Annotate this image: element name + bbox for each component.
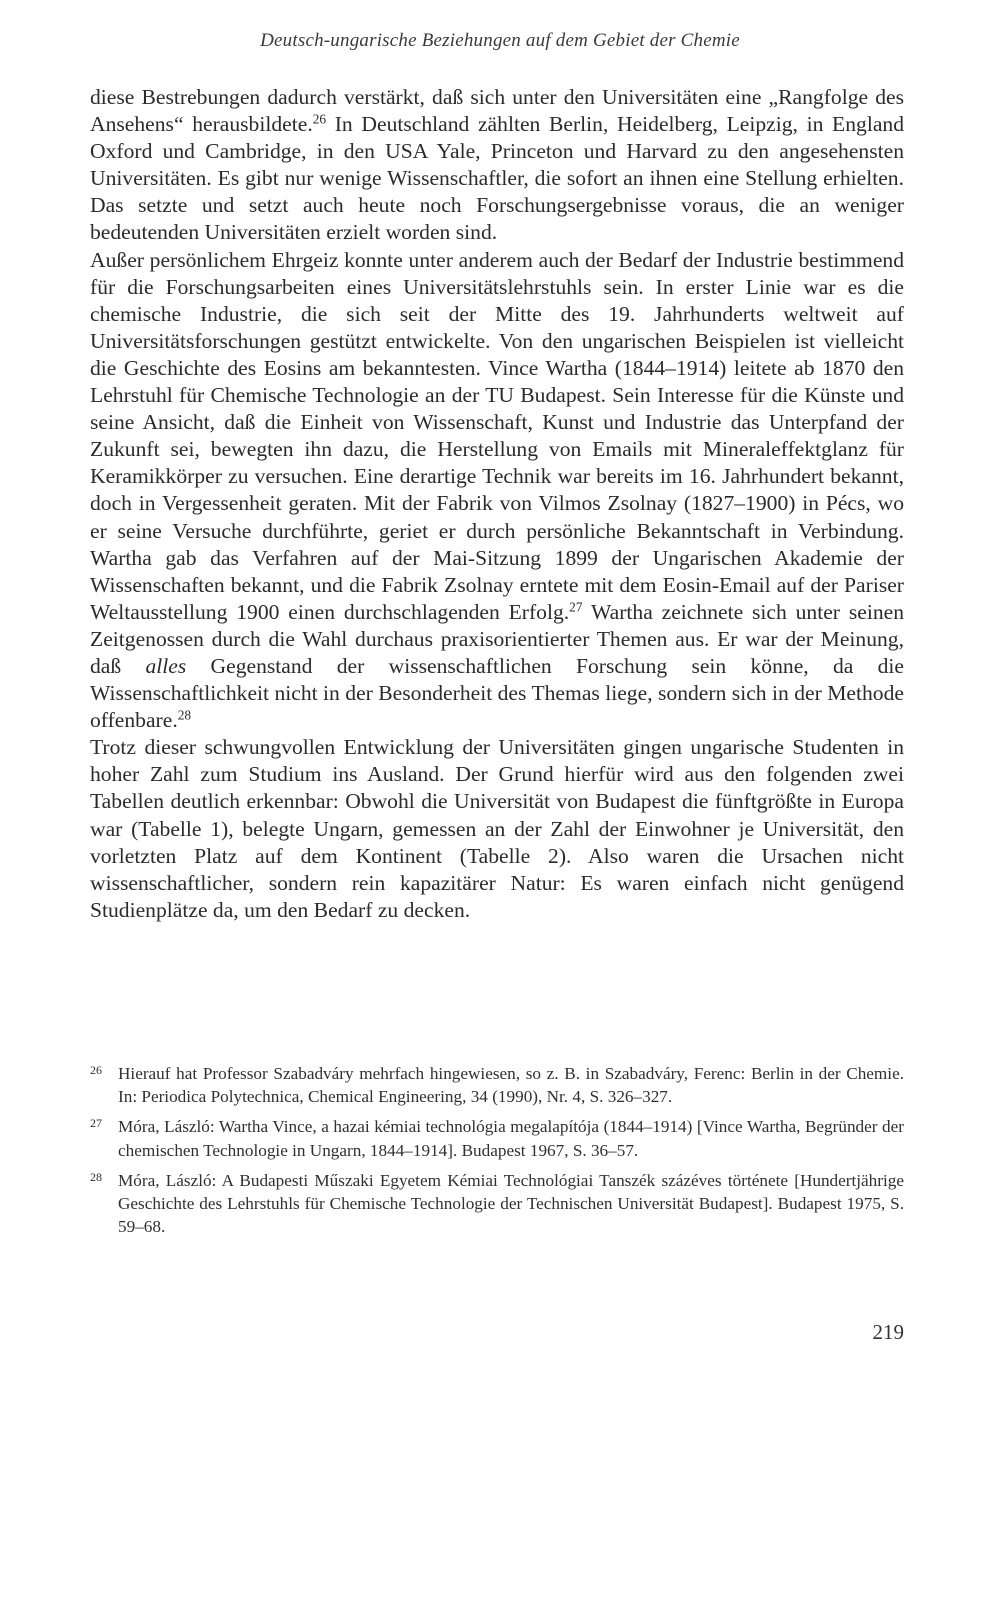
footnote-text: Hierauf hat Professor Szabadváry mehrfach hingewiesen, so z. B. in Szabadváry, Ferenc: Berlin in der Chemie. In: Periodica Polytechnica, Chemical Engineering, 34 (1990), Nr. 4, S. 326–327. xyxy=(118,1064,904,1107)
footnote-text: Móra, László: A Budapesti Műszaki Egyetem Kémiai Technológiai Tanszék százéves története [Hundertjährige Geschichte des Lehrstuhls für Chemische Technologie der Technischen Universität Budapest]. Budapest 1975, S. 59–68. xyxy=(118,1170,904,1237)
footnotes xyxy=(90,1062,904,1245)
page-number: 219 xyxy=(872,1320,904,1344)
footnote-ref-26[interactable]: 26 xyxy=(312,111,327,127)
main-text xyxy=(90,84,904,924)
text-span: Wartha zeichnete sich unter seinen Zeitgenossen durch die Wahl durchaus praxisorientierter Themen aus. Er war der Meinung, daß xyxy=(90,599,904,678)
footnote-number: 28 xyxy=(90,1169,102,1184)
text-span: Gegenstand der wissenschaftlichen Forschung sein könne, da die Wissenschaftlichkeit nicht in der Besonderheit des Themas liege, sondern sich in der Methode offenbare. xyxy=(90,653,904,733)
text-span: Trotz dieser schwungvollen Entwicklung der Universitäten gingen ungarische Studenten in hoher Zahl zum Studium ins Ausland. Der Grund hierfür wird aus den folgenden zwei Tabellen deutlich erkennbar: Obwohl die Universität von Budapest die fünftgrößte in Europa war (Tabelle 1), belegte Ungarn, gemessen an der Zahl der Einwohner je Universität, den vorletzten Platz auf dem Kontinent (Tabelle 2). Also waren die Ursachen nicht wissenschaftlicher, sondern rein kapazitärer Natur: Es waren einfach nicht genügend Studienplätze da, um den Bedarf zu decken. xyxy=(90,735,904,922)
footnote-number: 27 xyxy=(90,1116,102,1131)
text-span: In Deutschland zählten Berlin, Heidelberg, Leipzig, in England Oxford und Cambridge, in den USA Yale, Princeton und Harvard zu den angesehensten Universitäten. Es gibt nur wenige Wissenschaftler, die sofort an ihnen eine Stellung erhielten. Das setzte und setzt auch heute noch Forschungsergebnisse voraus, die an weniger bedeutenden Universitäten erzielt worden sind. xyxy=(90,112,904,245)
footnote-ref-28[interactable]: 28 xyxy=(177,707,192,723)
emphasis-text: alles xyxy=(145,653,187,678)
footnote-26 xyxy=(90,1062,904,1108)
footnote-number: 26 xyxy=(90,1063,102,1077)
running-header: Deutsch-ungarische Beziehungen auf dem Gebiet der Chemie xyxy=(260,30,740,51)
footnote-27 xyxy=(90,1115,904,1161)
footnote-28 xyxy=(90,1169,904,1239)
paragraph xyxy=(90,84,904,247)
paragraph xyxy=(90,247,904,735)
footnote-ref-27[interactable]: 27 xyxy=(569,599,583,615)
text-span: Außer persönlichem Ehrgeiz konnte unter anderem auch der Bedarf der Industrie bestimmend für die Forschungsarbeiten eines Universitätslehrstuhls sein. In erster Linie war es die chemische Industrie, die sich seit der Mitte des 19. Jahrhunderts weltweit auf Universitätsforschungen gestützt entwickelte. Von den ungarischen Beispielen ist vielleicht die Geschichte des Eosins am bekanntesten. Vince Wartha (1844–1914) leitete ab 1870 den Lehrstuhl für Chemische Technologie an der TU Budapest. Sein Interesse für die Künste und seine Ansicht, daß die Einheit von Wissenschaft, Kunst und Industrie das Unterpfand der Zukunft sei, bewegten ihn dazu, die Herstellung von Emails mit Mineraleffektglanz für Keramikkörper zu versuchen. Eine derartige Technik war bereits im 16. Jahrhundert bekannt, doch in Vergessenheit geraten. Mit der Fabrik von Vilmos Zsolnay (1827–1900) in Pécs, wo er seine Versuche durchführte, geriet er durch persönliche Bekanntschaft in Verbindung. Wartha gab das Verfahren auf der Mai-Sitzung 1899 der Ungarischen Akademie der Wissenschaften bekannt, und die Fabrik Zsolnay erntete mit dem Eosin-Email auf der Pariser Weltausstellung 1900 einen durchschlagenden Erfolg. xyxy=(90,247,904,624)
paragraph xyxy=(90,734,904,924)
text-span: diese Bestrebungen dadurch verstärkt, daß sich unter den Universitäten eine „Rangfolge des Ansehens“ herausbildete. xyxy=(90,85,904,137)
footnote-text: Móra, László: Wartha Vince, a hazai kémiai technológia megalapítója (1844–1914) [Vince Wartha, Begründer der chemischen Technologie in Ungarn, 1844–1914]. Budapest 1967, S. 36–57. xyxy=(118,1117,904,1160)
